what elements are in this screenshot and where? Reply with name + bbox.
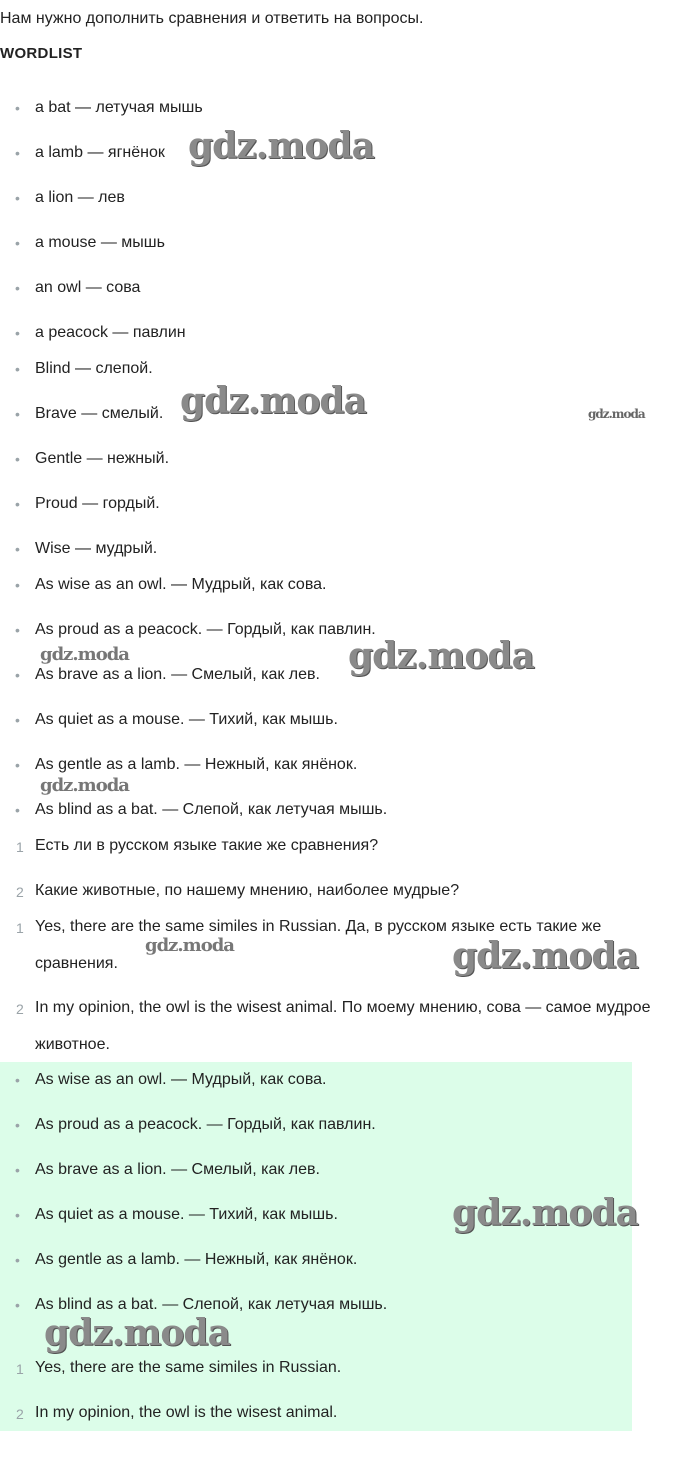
- bullet-icon: •: [15, 1117, 20, 1133]
- watermark: gdz.moda: [452, 1192, 638, 1234]
- bullet-icon: •: [15, 541, 20, 557]
- bullet-icon: •: [15, 1162, 20, 1178]
- bullet-icon: •: [15, 667, 20, 683]
- bullet-icon: •: [15, 712, 20, 728]
- watermark: gdz.moda: [44, 1312, 230, 1354]
- bullet-icon: •: [15, 406, 20, 422]
- watermark: gdz.moda: [452, 935, 638, 977]
- watermark: gdz.moda: [348, 635, 534, 677]
- wordlist-heading: WORDLIST: [0, 45, 83, 62]
- bullet-icon: •: [15, 235, 20, 251]
- watermark: gdz.moda: [40, 644, 129, 665]
- bullet-icon: •: [15, 100, 20, 116]
- bullet-icon: •: [15, 1252, 20, 1268]
- bullet-icon: •: [15, 1207, 20, 1223]
- bullet-icon: •: [15, 622, 20, 638]
- bullet-icon: •: [15, 1297, 20, 1313]
- bullet-icon: •: [15, 325, 20, 341]
- bullet-icon: •: [15, 577, 20, 593]
- watermark: gdz.moda: [180, 380, 366, 422]
- bullet-icon: •: [15, 802, 20, 818]
- bullet-icon: •: [15, 190, 20, 206]
- bullet-icon: •: [15, 361, 20, 377]
- watermark: gdz.moda: [188, 125, 374, 167]
- watermark: gdz.moda: [145, 935, 234, 956]
- final-answer-block: • As wise as an owl. — Мудрый, как сова. • As proud as a peacock. — Гордый, как павлин. • As brave as a lion. — Смелый, как лев. • As quiet as a mouse. — Тихий, как мышь. • As gentle as a lamb. — Нежный, как янёнок. • As blind as a bat. — Слепой, как летучая мышь. 1 Yes, there are the same similes in Russian. 2 In my opinion, the owl is the wisest animal.: [0, 1062, 632, 1431]
- bullet-icon: •: [15, 145, 20, 161]
- intro-text: Нам нужно дополнить сравнения и ответить на вопросы.: [0, 10, 424, 27]
- watermark: gdz.moda: [40, 775, 129, 796]
- bullet-icon: •: [15, 757, 20, 773]
- watermark: gdz.moda: [588, 407, 645, 421]
- bullet-icon: •: [15, 280, 20, 296]
- bullet-icon: •: [15, 496, 20, 512]
- bullet-icon: •: [15, 1072, 20, 1088]
- bullet-icon: •: [15, 451, 20, 467]
